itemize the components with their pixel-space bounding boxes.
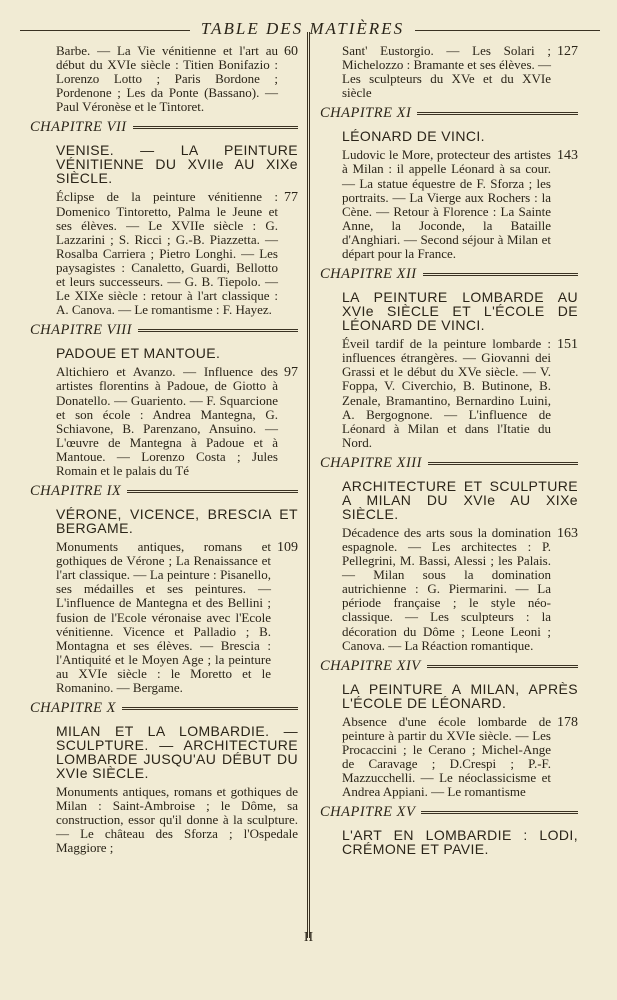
chapter-label: CHAPITRE IX	[30, 483, 122, 500]
page-number: 163	[557, 525, 578, 541]
chapter-entry	[30, 483, 298, 695]
chapter-summary: Éclipse de la peinture vénitienne : Domenico Tintoretto, Palma le Jeune et ses élèves. — Le XVIIe siècle : G. Lazzarini ; S. Ricci ; G.-B. Piazzetta. — Rosalba Carriera ; Pietro Longhi. — Les paysagistes : Canaletto, Guardi, Bellotto et leurs successeurs. — G. B. Tiepolo. — Le XIXe siècle : retour à l'art classique : A. Canova. — Le romantisme : F. Hayez.	[56, 189, 278, 318]
chapter-entry	[316, 455, 578, 653]
page-number: 151	[557, 337, 578, 353]
left-column	[30, 44, 298, 940]
chapter-label: CHAPITRE XIV	[320, 657, 421, 674]
chapter-label: CHAPITRE X	[30, 700, 116, 717]
chapter-label: CHAPITRE XI	[320, 105, 412, 122]
chapter-summary: Monuments antiques, romans et gothiques de Milan : Saint-Ambroise ; le Dôme, sa construction, essor qu'il donne à la sculpture. — Le château des Sforza ; l'Ospedale Maggiore ;	[56, 784, 298, 856]
page-title: TABLE DES MATIÈRES	[200, 19, 405, 38]
chapter-summary: Altichiero et Avanzo. — Influence des artistes florentins à Padoue, de Giotto à Donatello. — Guariento. — F. Squarcione et son école : Andrea Mantegna, G. Schiavone, B. Parenzano, Ansuino. — L'œuvre de Mantegna à Padoue et à Mantoue. — Lorenzo Costa ; Jules Romain et le palais du Té	[56, 364, 278, 478]
chapter-title: LÉONARD DE VINCI.	[342, 128, 485, 145]
chapter-title: LA PEINTURE A MILAN, APRÈS L'ÉCOLE DE LÉONARD.	[342, 680, 578, 711]
page-number: 178	[557, 714, 578, 730]
chapter-title: MILAN ET LA LOMBARDIE. — SCULPTURE. — ARCHITECTURE LOMBARDE JUSQU'AU DÉBUT DU XVIe SIÈCLE.	[56, 723, 298, 782]
chapter-summary: Décadence des arts sous la domination espagnole. — Les architectes : P. Pellegrini, M. Bassi, Alessi ; les Palais. — Milan sous la domination autrichienne : G. Piermarini. — La période française ; le style néo-classique. — Les sculpteurs : la décoration du Dôme ; Leone Leoni ; Canova. — La Réaction romantique.	[342, 524, 551, 653]
header-rule-right	[415, 30, 600, 31]
chapter-label: CHAPITRE VIII	[30, 322, 132, 339]
chapter-summary: Absence d'une école lombarde de peinture à partir du XVIe siècle. — Les Procaccini ; le Cerano ; Michel-Ange de Caravage ; D.Crespi ; P.-F. Mazzucchelli. — Le néoclassicisme et Andrea Appiani. — Le romantisme	[342, 713, 551, 800]
chapter-title: L'ART EN LOMBARDIE : LODI, CRÉMONE ET PAVIE.	[342, 827, 578, 858]
chapter-entry	[316, 105, 578, 261]
chapter-label: CHAPITRE XII	[320, 266, 417, 283]
continuation-entry	[30, 44, 298, 114]
right-column	[316, 44, 578, 940]
chapter-label: CHAPITRE VII	[30, 119, 127, 136]
entry-summary: Barbe. — La Vie vénitienne et l'art au début du XVIe siècle : Titien Bonifazio : Lorenzo Lotto ; Paris Bordone ; Pordenone ; Les da Ponte (Bassano). — Paul Véronèse et le Tintoret.	[56, 43, 278, 115]
page-number: 97	[284, 365, 298, 381]
header-rule-left	[20, 30, 190, 31]
page-number: 60	[284, 44, 298, 59]
continuation-entry	[316, 44, 578, 100]
chapter-entry	[316, 804, 578, 856]
chapter-entry	[30, 119, 298, 317]
chapter-title: VENISE. — LA PEINTURE VÉNITIENNE DU XVIIe AU XIXe SIÈCLE.	[56, 142, 298, 187]
page-number: 143	[557, 148, 578, 164]
chapter-summary: Ludovic le More, protecteur des artistes à Milan : il appelle Léonard à sa cour. — La statue équestre de F. Sforza ; les portraits. — La Vierge aux Rochers : la Cène. — Retour à Florence : La Sainte Anne, la Joconde, la Bataille d'Anghiari. — Second séjour à Milan et départ pour la France.	[342, 147, 551, 262]
column-divider	[307, 32, 310, 938]
entry-summary: Sant' Eustorgio. — Les Solari ; Michelozzo : Bramante et ses élèves. — Les sculpteurs du XVe et du XVIe siècle	[342, 43, 552, 101]
running-header	[20, 16, 600, 46]
chapter-label: CHAPITRE XIII	[320, 454, 422, 471]
chapter-title: VÉRONE, VICENCE, BRESCIA ET BERGAME.	[56, 506, 298, 537]
chapter-label: CHAPITRE XV	[320, 804, 416, 821]
chapter-entry	[316, 266, 578, 450]
chapter-entry	[316, 658, 578, 800]
page-number: 127	[557, 44, 578, 59]
chapter-entry	[30, 322, 298, 478]
chapter-title: ARCHITECTURE ET SCULPTURE A MILAN DU XVIe AU XIXe SIÈCLE.	[342, 477, 578, 522]
chapter-summary: Monuments antiques, romans et gothiques de Vérone ; La Renaissance et l'art classique. — La peinture : Pisanello, ses médailles et ses peintures. — L'influence de Mantegna et des Bellini ; fusion de l'Ecole véronaise avec l'Ecole vénitienne. Vicence et Palladio ; B. Montagna et ses élèves. — Brescia : l'Antiquité et le Moyen Age ; la peinture au XVIe siècle : le Moretto et le Romanino. — Bergame.	[56, 539, 271, 695]
chapter-title: PADOUE ET MANTOUE.	[56, 345, 221, 362]
chapter-entry	[30, 700, 298, 855]
page-number: 77	[284, 190, 298, 206]
chapter-title: LA PEINTURE LOMBARDE AU XVIe SIÈCLE ET L'ÉCOLE DE LÉONARD DE VINCI.	[342, 289, 578, 334]
page-number: 109	[277, 540, 298, 556]
chapter-summary: Éveil tardif de la peinture lombarde : influences étrangères. — Giovanni dei Grassi et le début du XVe siècle. — V. Foppa, V. Civerchio, B. Butinone, B. Zenale, Bramantino, Bernardino Luini, A. Bergognone. — L'influence de Léonard à Milan et dans l'Itatie du Nord.	[342, 336, 551, 450]
folio: II	[303, 930, 314, 945]
